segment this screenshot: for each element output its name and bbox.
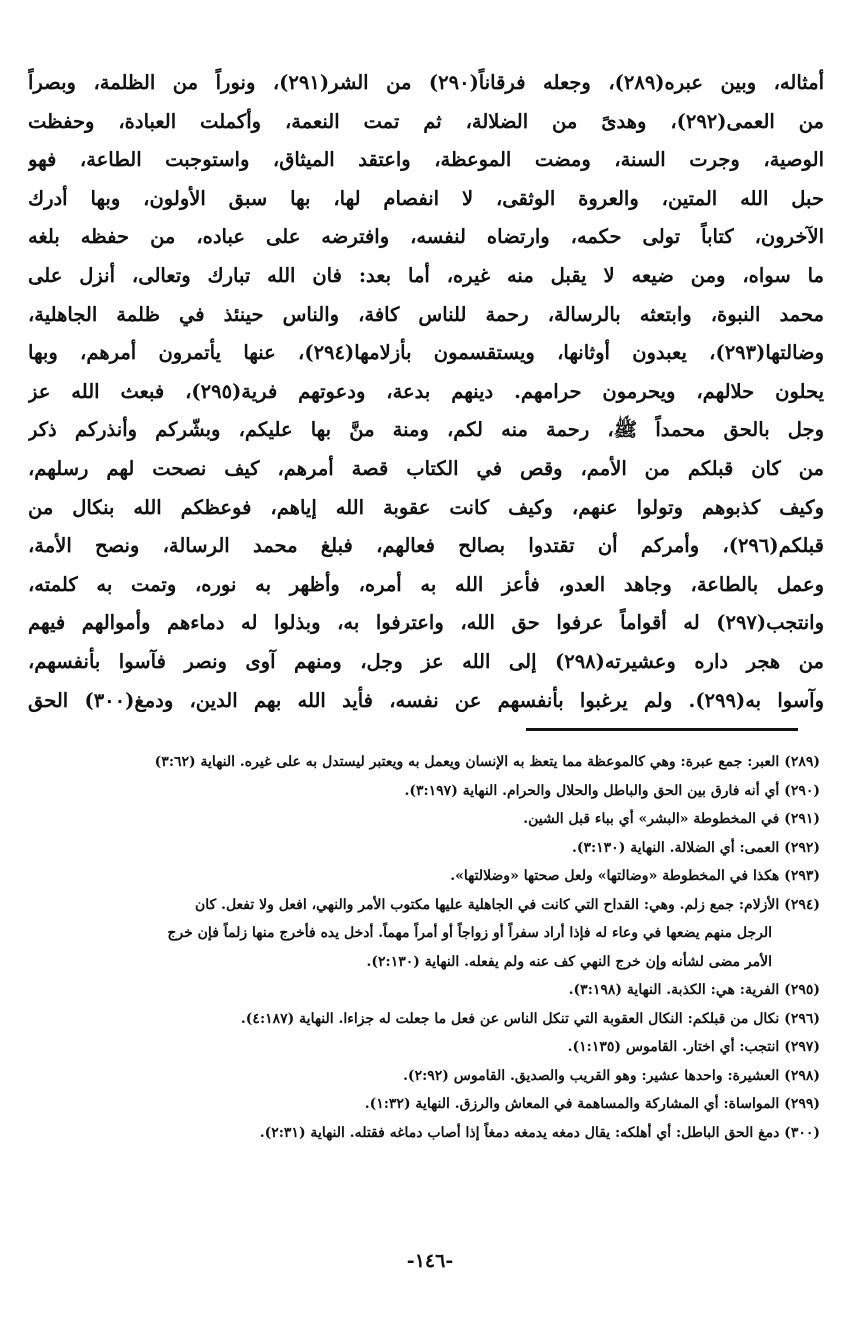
footnote-line: (٢٩١) في المخطوطة «البشر» أي بباء قبل الشين. <box>523 811 820 827</box>
text-line: وآسوا به(٢٩٩). ولم يرغبوا بأنفسهم عن نفسه، فأيد الله بهم الدين، ودمغ(٣٠٠) الحق <box>28 688 824 712</box>
footnote-line: (٢٩٠) أي أنه فارق بين الحق والباطل والحلال والحرام. النهاية (٣:١٩٧). <box>404 782 820 799</box>
footnote-line: (٢٩٤) الأزلام: جمع زلم. وهي: القداح التي كانت في الجاهلية عليها مكتوب الأمر والنهي، افعل ولا تفعل. كان <box>194 896 820 913</box>
text-line: ما سواه، ومن ضيعه لا يقبل منه غيره، أما بعد: فان الله تبارك وتعالى، أنزل على <box>28 263 824 287</box>
footnote-line: (٢٨٩) العبر: جمع عبرة: وهي كالموعظة مما يتعظ به الإنسان ويعمل به ويعتبر ليستدل به على غيره. النهاية (٣:٦٢) <box>154 754 820 770</box>
text-line: الوصية، وجرت السنة، ومضت الموعظة، واعتقد الميثاق، واستوجبت الطاعة، فهو <box>28 148 824 172</box>
page-number: -١٤٦- <box>406 1250 454 1272</box>
main-text <box>28 64 824 720</box>
footnote-line: (٢٩٥) الفرية: هي: الكذبة. النهاية (٣:١٩٨). <box>568 982 820 998</box>
footnote-line: (٣٠٠) دمغ الحق الباطل: أي أهلكه: يقال دمغه يدمغه دمغاً إذا أصاب دماغه فقتله. النهاية (٢:٣١). <box>259 1124 820 1141</box>
text-line: من كان قبلكم من الأمم، وقص في الكتاب قصة أمرهم، كيف نصحت لهم رسلهم، <box>28 456 824 480</box>
text-line: قبلكم(٢٩٦)، وأمركم أن تقتدوا بصالح فعالهم، فبلغ محمد الرسالة، ونصح الأمة، <box>28 534 824 558</box>
footnote-line: (٢٩٩) المواساة: أي المشاركة والمساهمة في المعاش والرزق. النهاية (١:٣٢). <box>364 1096 820 1112</box>
footnote-line: الأمر مضى لشأنه وإن خرج النهي كف عنه ولم يفعله. النهاية (٢:١٣٠). <box>366 953 772 970</box>
text-line: يحلون حلالهم، ويحرمون حرامهم. دينهم بدعة، ودعوتهم فرية(٢٩٥)، فبعث الله عز <box>28 379 824 403</box>
footnotes <box>36 748 820 1147</box>
footnote-line: (٢٩٣) هكذا في المخطوطة «وضالتها» ولعل صحتها «وضلالتها». <box>450 868 820 884</box>
text-line: وجل بالحق محمداً ﷺ، رحمة منه لكم، ومنة منَّ بها عليكم، وبشّركم وأنذركم ذكر <box>28 418 824 442</box>
footnote-line: الرجل منهم يضعها في وعاء له فإذا أراد سفراً أو زواجاً أو أمراً مهماً. أدخل يده فأخرج منها زلماً فإن خرج <box>167 925 772 941</box>
text-line: أمثاله، وبين عبره(٢٨٩)، وجعله فرقاناً(٢٩٠) من الشر(٢٩١)، ونوراً من الظلمة، وبصراً <box>28 71 824 94</box>
text-line: وكيف كذبوهم وتولوا عنهم، وكيف كانت عقوبة الله إياهم، فوعظكم الله بنكال من <box>28 495 824 519</box>
footnote-line: (٢٩٢) العمى: أي الضلالة. النهاية (٣:١٣٠). <box>571 839 820 856</box>
text-line: من العمى(٢٩٢)، وهدىً من الضلالة، ثم تمت النعمة، وأكملت العبادة، وحفظت <box>28 109 824 133</box>
text-line: حبل الله المتين، والعروة الوثقى، لا انفصام لها، بها سبق الأولون، وبها أدرك <box>28 186 824 210</box>
text-line: وضالتها(٢٩٣)، يعبدون أوثانها، ويستقسمون بأزلامها(٢٩٤)، عنها يأتمرون أمرهم، وبها <box>28 341 824 365</box>
text-line: الآخرون، كتاباً تولى حكمه، وارتضاه لنفسه، وافترضه على عباده، من حفظه بلغه <box>28 225 824 249</box>
text-line: وعمل بالطاعة، وجاهد العدو، فأعز الله به أمره، وأظهر به نوره، وتمت به كلمته، <box>28 572 824 596</box>
text-line: من هجر داره وعشيرته(٢٩٨) إلى الله عز وجل، ومنهم آوى ونصر فآسوا بأنفسهم، <box>28 649 824 673</box>
footnote-line: (٢٩٨) العشيرة: واحدها عشير: وهو القريب والصديق. القاموس (٢:٩٢). <box>403 1067 820 1084</box>
text-line: محمد النبوة، وابتعثه بالرسالة، رحمة للناس كافة، والناس حينئذ في ظلمة الجاهلية، <box>28 302 824 326</box>
footnote-line: (٢٩٧) انتجب: أي اختار. القاموس (١:١٣٥). <box>567 1039 820 1055</box>
footnote-line: (٢٩٦) نكال من قبلكم: النكال العقوبة التي تنكل الناس عن فعل ما جعلت له جزاءا. النهاية (٤:١٨٧). <box>240 1010 820 1027</box>
text-line: وانتجب(٢٩٧) له أقواماً عرفوا حق الله، واعترفوا به، وبذلوا له دماءهم وأموالهم فيهم <box>28 611 824 635</box>
footnote-separator <box>526 728 798 731</box>
